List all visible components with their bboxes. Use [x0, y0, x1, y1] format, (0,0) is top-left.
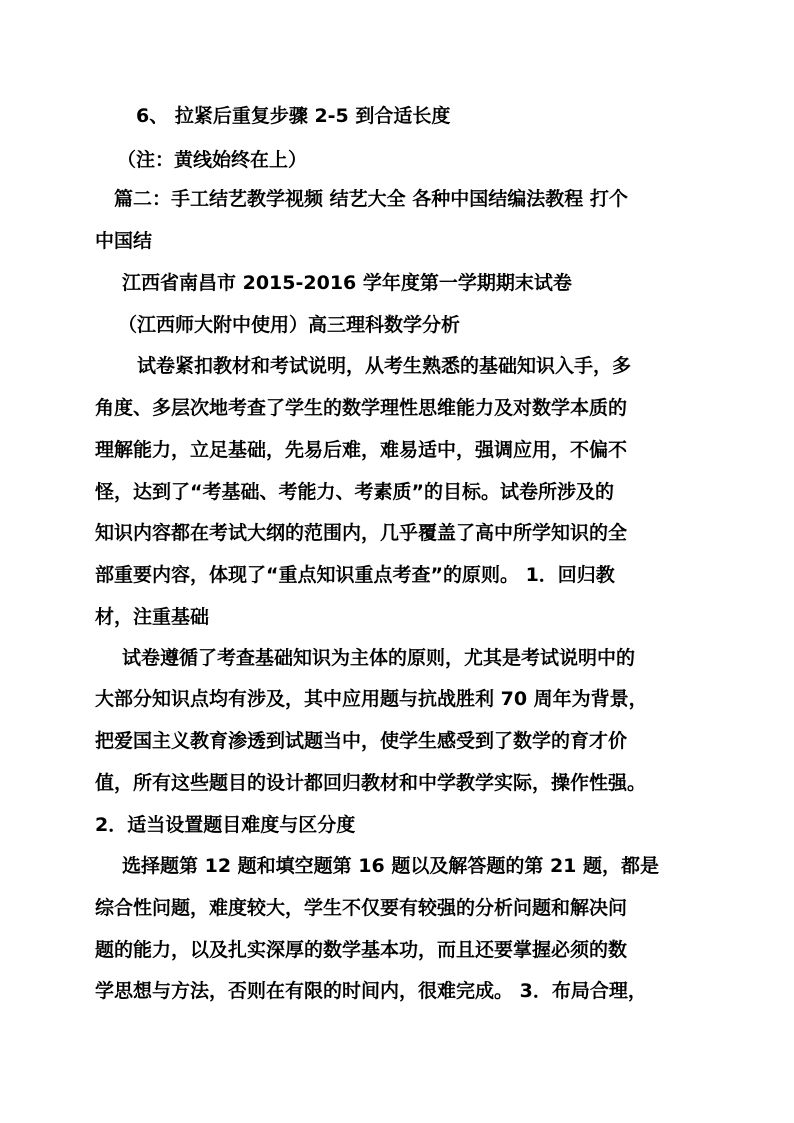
text-line-paragraph: 题的能力，以及扎实深厚的数学基本功，而且还要掌握必须的数 [95, 939, 628, 961]
text-line-exam-subtitle: （江西师大附中使用）高三理科数学分析 [118, 314, 461, 336]
text-line-paragraph: 选择题第 12 题和填空题第 16 题以及解答题的第 21 题，都是 [122, 855, 660, 877]
text-line-chapter-heading-cont: 中国结 [95, 230, 153, 252]
text-line-paragraph: 学思想与方法，否则在有限的时间内，很难完成。 3．布局合理， [95, 980, 647, 1002]
text-line-paragraph: 部重要内容，体现了“重点知识重点考查”的原则。 1．回归教 [95, 564, 615, 586]
text-line-section-2: 2．适当设置题目难度与区分度 [95, 814, 356, 836]
text-line-step-6: 6、 拉紧后重复步骤 2-5 到合适长度 [136, 105, 451, 127]
text-line-note: （注：黄线始终在上） [117, 149, 308, 171]
text-line-paragraph: 试卷遵循了考查基础知识为主体的原则，尤其是考试说明中的 [122, 647, 636, 669]
text-line-paragraph: 大部分知识点均有涉及，其中应用题与抗战胜利 70 周年为背景， [95, 688, 648, 710]
text-line-paragraph: 知识内容都在考试大纲的范围内，几乎覆盖了高中所学知识的全 [95, 522, 628, 544]
text-line-exam-title: 江西省南昌市 2015-2016 学年度第一学期期末试卷 [122, 272, 572, 294]
text-line-paragraph: 怪，达到了“考基础、考能力、考素质”的目标。试卷所涉及的 [95, 481, 614, 503]
text-line-section-1: 材，注重基础 [95, 606, 210, 628]
text-line-chapter-heading: 篇二：手工结艺教学视频 结艺大全 各种中国结编法教程 打个 [114, 188, 628, 210]
text-line-paragraph: 综合性问题，难度较大，学生不仅要有较强的分析问题和解决问 [95, 897, 628, 919]
text-line-paragraph: 理解能力，立足基础，先易后难，难易适中，强调应用，不偏不 [95, 439, 628, 461]
text-line-paragraph: 试卷紧扣教材和考试说明，从考生熟悉的基础知识入手，多 [137, 355, 632, 377]
text-line-paragraph: 把爱国主义教育渗透到试题当中，使学生感受到了数学的育才价 [95, 730, 628, 752]
text-line-paragraph: 值，所有这些题目的设计都回归教材和中学教学实际，操作性强。 [95, 772, 647, 794]
text-line-paragraph: 角度、多层次地考查了学生的数学理性思维能力及对数学本质的 [95, 397, 628, 419]
